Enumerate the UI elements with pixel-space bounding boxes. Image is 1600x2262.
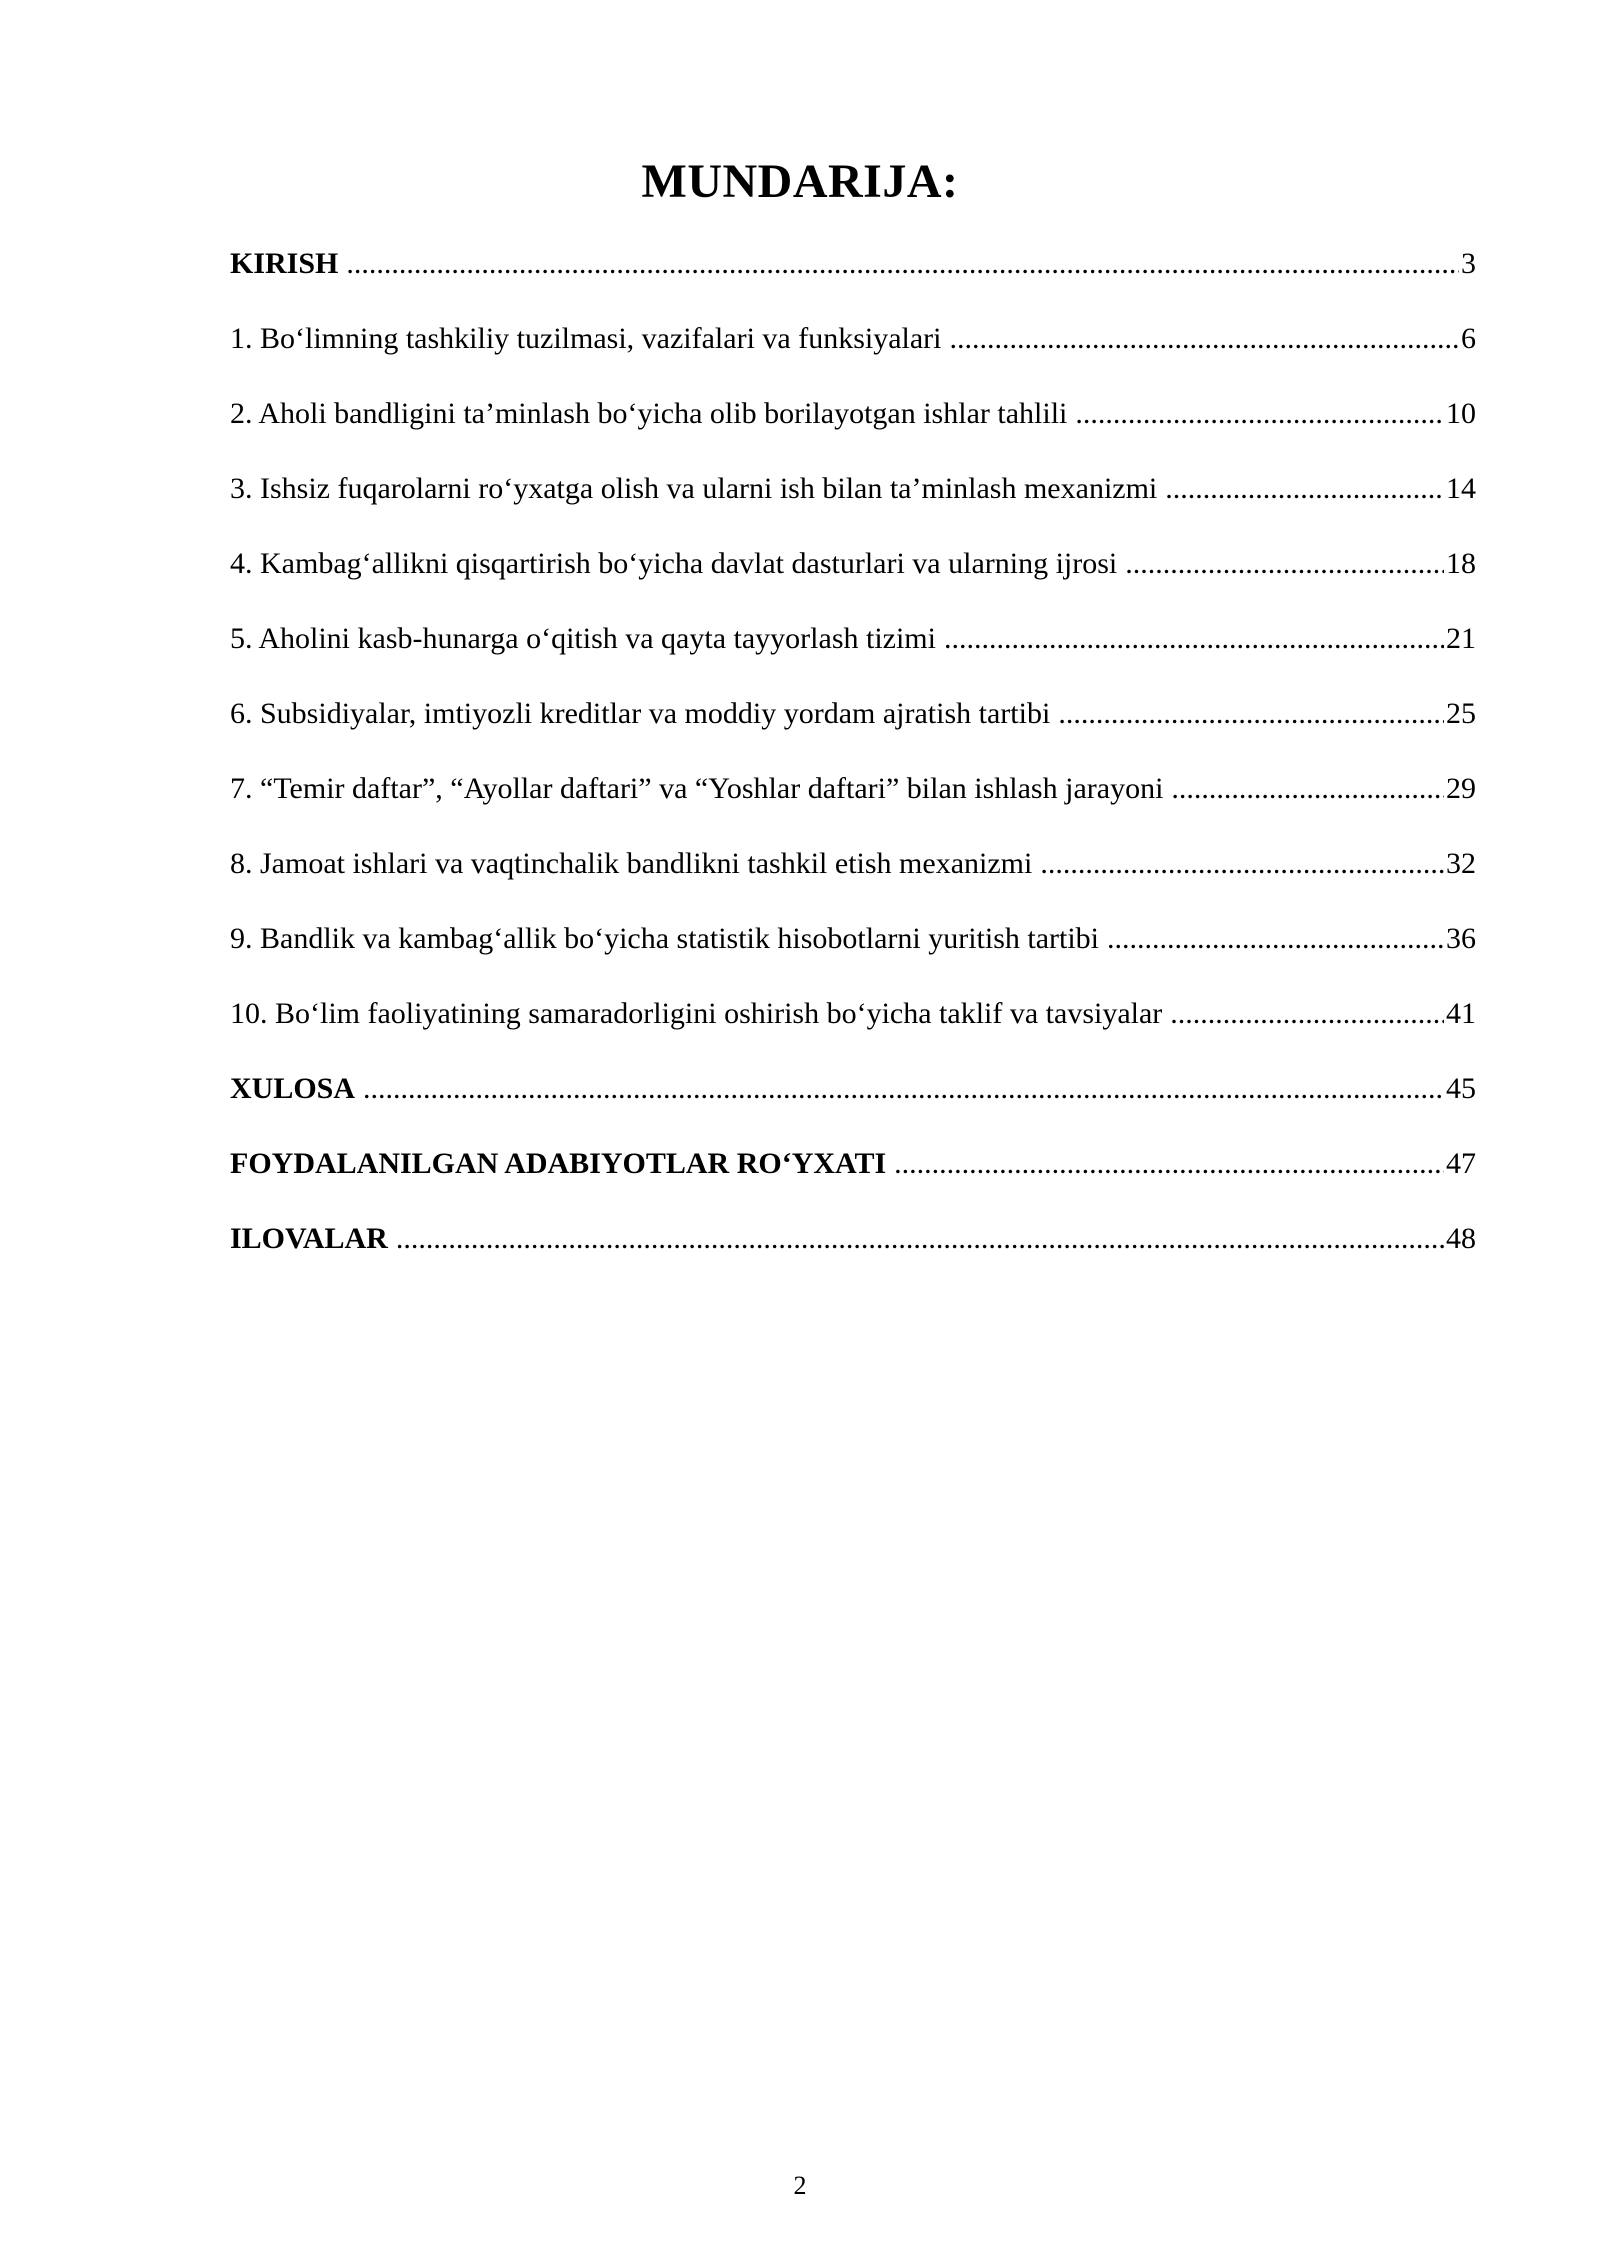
toc-entry-section-5[interactable]: [230, 619, 1476, 694]
toc-entry-kirish[interactable]: [230, 244, 1476, 319]
toc-entry-page: 32: [1446, 847, 1476, 880]
toc-entry-page: 25: [1446, 697, 1476, 730]
dot-leader: [346, 244, 1459, 284]
toc-entry-label: KIRISH: [230, 247, 339, 280]
toc-entry-label: 4. Kambag‘allikni qisqartirish bo‘yicha davlat dasturlari va ularning ijrosi: [230, 547, 1118, 580]
toc-entry-page: 3: [1461, 247, 1476, 280]
dot-leader: [894, 1144, 1444, 1184]
toc-entry-label: 7. “Temir daftar”, “Ayollar daftari” va “Yoshlar daftari” bilan ishlash jarayoni: [230, 772, 1164, 805]
dot-leader: [396, 1219, 1444, 1259]
toc-entry-section-2[interactable]: [230, 394, 1476, 469]
page-title: MUNDARIJA:: [641, 155, 959, 208]
toc-entry-label: 2. Aholi bandligini ta’minlash bo‘yicha olib borilayotgan ishlar tahlili: [230, 397, 1068, 430]
dot-leader: [363, 1069, 1444, 1109]
toc-entry-page: 45: [1446, 1072, 1476, 1105]
toc-entry-page: 47: [1446, 1147, 1476, 1180]
dot-leader: [950, 319, 1459, 359]
toc-entry-page: 18: [1446, 547, 1476, 580]
toc-entry-ilovalar[interactable]: [230, 1219, 1476, 1294]
toc-entry-label: 5. Aholini kasb-hunarga o‘qitish va qayta tayyorlash tizimi: [230, 622, 936, 655]
dot-leader: [1125, 544, 1444, 584]
toc-entry-page: 41: [1446, 997, 1476, 1030]
toc-entry-label: 8. Jamoat ishlari va vaqtinchalik bandlikni tashkil etish mexanizmi: [230, 847, 1033, 880]
toc-entry-xulosa[interactable]: [230, 1069, 1476, 1144]
toc-entry-page: 48: [1446, 1222, 1476, 1255]
toc-entry-page: 10: [1446, 397, 1476, 430]
table-of-contents: [230, 244, 1476, 1294]
toc-entry-label: ILOVALAR: [230, 1222, 388, 1255]
dot-leader: [1165, 469, 1444, 509]
toc-entry-page: 6: [1461, 322, 1476, 355]
dot-leader: [1058, 694, 1444, 734]
toc-entry-section-1[interactable]: [230, 319, 1476, 394]
toc-entry-section-8[interactable]: [230, 844, 1476, 919]
toc-entry-label: FOYDALANILGAN ADABIYOTLAR RO‘YXATI: [230, 1147, 887, 1180]
toc-entry-page: 21: [1446, 622, 1476, 655]
dot-leader: [1075, 394, 1444, 434]
dot-leader: [944, 619, 1444, 659]
toc-entry-label: 10. Bo‘lim faoliyatining samaradorligini oshirish bo‘yicha taklif va tavsiyalar: [230, 997, 1163, 1030]
toc-entry-label: 6. Subsidiyalar, imtiyozli kreditlar va moddiy yordam ajratish tartibi: [230, 697, 1051, 730]
toc-entry-label: 3. Ishsiz fuqarolarni ro‘yxatga olish va ularni ish bilan ta’minlash mexanizmi: [230, 472, 1158, 505]
toc-entry-page: 29: [1446, 772, 1476, 805]
dot-leader: [1170, 994, 1444, 1034]
toc-entry-section-3[interactable]: [230, 469, 1476, 544]
toc-entry-section-4[interactable]: [230, 544, 1476, 619]
toc-entry-section-6[interactable]: [230, 694, 1476, 769]
dot-leader: [1107, 919, 1444, 959]
toc-entry-label: 1. Bo‘limning tashkiliy tuzilmasi, vazifalari va funksiyalari: [230, 322, 942, 355]
toc-entry-label: 9. Bandlik va kambag‘allik bo‘yicha statistik hisobotlarni yuritish tartibi: [230, 922, 1100, 955]
toc-entry-section-9[interactable]: [230, 919, 1476, 994]
toc-entry-references[interactable]: [230, 1144, 1476, 1219]
page-number: 2: [793, 2171, 807, 2200]
toc-entry-label: XULOSA: [230, 1072, 356, 1105]
toc-entry-section-10[interactable]: [230, 994, 1476, 1069]
toc-entry-page: 14: [1446, 472, 1476, 505]
toc-entry-page: 36: [1446, 922, 1476, 955]
toc-entry-section-7[interactable]: [230, 769, 1476, 844]
dot-leader: [1171, 769, 1444, 809]
dot-leader: [1040, 844, 1444, 884]
